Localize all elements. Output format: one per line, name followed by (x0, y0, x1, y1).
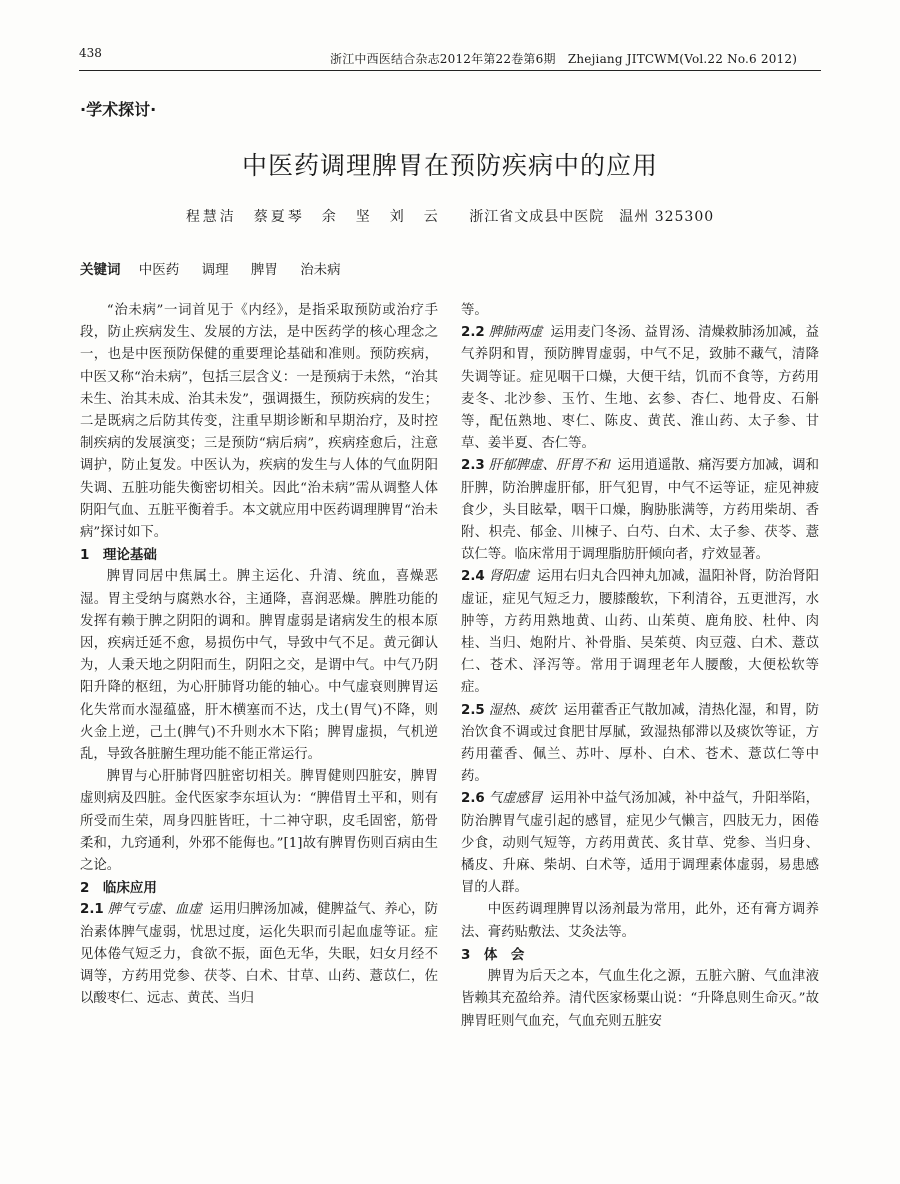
subsection-number: 2.2 (461, 325, 485, 341)
intro-paragraph: “治未病”一词首见于《内经》，是指采取预防或治疗手段，防止疾病发生、发展的方法，是中医药学的核心理念之一，也是中医预防保健的重要理论基础和准则。预防疾病，中医又称“治未病”，包括三层含义：一是预病于未然，“治其未生、治其未成、治其未发”，强调摄生，预防疾病的发生；二是既病之后防其传变，注重早期诊断和早期治疗，及时控制疾病的发展演变；三是预防“病后病”，疾病痊愈后，注意调护，防止复发。中医认为，疾病的发生与人体的气血阴阳失调、五脏功能失衡密切相关。因此“治未病”需从调整人体阴阳气血、五脏平衡着手。本文就应用中医药调理脾胃“治未病”探讨如下。 (80, 303, 438, 541)
subsection-title: 脾气亏虚、血虚 (107, 902, 202, 918)
subsection-number: 2.6 (461, 791, 485, 807)
subsection-2-4 (461, 566, 819, 699)
subsection-title: 气虚感冒 (488, 791, 543, 807)
keyword-item: 脾胃 (250, 262, 278, 278)
subsection-number: 2.3 (461, 458, 485, 474)
subsection-2-1 (80, 899, 438, 1010)
author-names: 程慧洁 蔡夏琴 余 坚 刘 云 (185, 209, 441, 225)
subsection-text: 运用藿香正气散加减，清热化湿，和胃，防治饮食不调或过食肥甘厚腻，致湿热郁滞以及痰饮等证，方药用藿香、佩兰、苏叶、厚朴、白术、苍术、薏苡仁等中药。 (461, 702, 820, 785)
section-tag: ·学术探讨· (80, 100, 157, 119)
section-heading-2: 2 临床应用 (80, 880, 157, 897)
author-affiliation: 浙江省文成县中医院 温州 325300 (469, 209, 715, 225)
continued-text: 等。 (461, 303, 488, 318)
section-heading-3: 3 体 会 (461, 946, 525, 963)
keywords (80, 258, 359, 278)
subsection-text: 运用补中益气汤加减，补中益气，升阳举陷，防治脾胃气虚引起的感冒，症见少气懒言，四肢无力，困倦少食，动则气短等，方药用黄芪、炙甘草、党参、当归身、橘皮、升麻、柴胡、白术等，适用于调理素体虚弱，易患感冒的人群。 (461, 791, 820, 896)
subsection-number: 2.1 (80, 902, 104, 918)
subsection-2-2 (461, 322, 819, 455)
header-rule (79, 70, 821, 71)
right-column (461, 300, 819, 1033)
subsection-text: 运用逍遥散、痛泻要方加减，调和肝脾，防治脾虚肝郁，肝气犯胃，中气不运等证，症见神疲食少，头目眩晕，咽干口燥，胸胁胀满等，方药用柴胡、香附、枳壳、郁金、川楝子、白芍、白术、太子参、茯苓、薏苡仁等。临床常用于调理脂肪肝倾向者，疗效显著。 (461, 458, 820, 563)
author-line (0, 206, 900, 226)
page-number: 438 (79, 46, 102, 60)
section-heading-1: 1 理论基础 (80, 547, 157, 564)
keywords-label: 关键词 (80, 262, 121, 278)
subsection-title: 脾肺两虚 (488, 325, 543, 341)
keyword-item: 治未病 (300, 262, 341, 278)
body-paragraph: 脾胃为后天之本，气血生化之源，五脏六腑、气血津液皆赖其充盈给养。清代医家杨粟山说：“升降息则生命灭。”故脾胃旺则气血充，气血充则五脏安 (461, 969, 819, 1029)
subsection-2-5 (461, 700, 819, 789)
body-paragraph: 中医药调理脾胃以汤剂最为常用，此外，还有膏方调养法、膏药贴敷法、艾灸法等。 (461, 902, 819, 940)
running-header: 浙江中西医结合杂志2012年第22卷第6期 Zhejiang JITCWM(Vol.22 No.6 2012) (330, 52, 798, 66)
subsection-2-6 (461, 788, 819, 899)
subsection-2-3 (461, 455, 819, 566)
subsection-title: 肝郁脾虚、肝胃不和 (488, 458, 610, 474)
subsection-number: 2.4 (461, 569, 485, 585)
subsection-text: 运用归脾汤加减，健脾益气、养心，防治素体脾气虚弱，忧思过度，运化失职而引起血虚等证。症见体倦气短乏力，食欲不振，面色无华，失眠，妇女月经不调等，方药用党参、茯苓、白术、甘草、山药、薏苡仁，佐以酸枣仁、远志、黄芪、当归 (80, 902, 438, 1007)
keyword-item: 调理 (201, 262, 229, 278)
keyword-item: 中医药 (138, 262, 180, 278)
subsection-title: 湿热、痰饮 (488, 702, 556, 718)
body-paragraph: 脾胃同居中焦属土。脾主运化、升清、统血，喜燥恶湿。胃主受纳与腐熟水谷，主通降，喜润恶燥。脾胜功能的发挥有赖于脾之阴阳的调和。脾胃虚弱是诸病发生的根本原因，疾病迁延不愈，易损伤中气，导致中气不足。黄元御认为，人秉天地之阴阳而生，阴阳之交，是谓中气。中气乃阴阳升降的枢纽，为心肝肺肾功能的轴心。中气虚衰则脾胃运化失常而水湿蕴盛，肝木横塞而不达，戊土(胃气)不降，则火金上逆，己土(脾气)不升则水木下陷；脾胃虚损，气机逆乱，导致各脏腑生理功能不能正常运行。 (80, 569, 438, 763)
subsection-number: 2.5 (461, 702, 485, 718)
body-paragraph: 脾胃与心肝肺肾四脏密切相关。脾胃健则四脏安，脾胃虚则病及四脏。金代医家李东垣认为：“脾借胃土平和，则有所受而生荣，周身四脏皆旺，十二神守职，皮毛固密，筋骨柔和，九窍通利，外邪不能侮也。”[1]故有脾胃伤则百病由生之论。 (80, 769, 438, 874)
subsection-title: 肾阳虚 (488, 569, 530, 585)
article-title: 中医药调理脾胃在预防疾病中的应用 (241, 151, 658, 180)
subsection-text: 运用右归丸合四神丸加减，温阳补肾，防治肾阳虚证，症见气短乏力，腰膝酸软，下利清谷，五更泄泻，水肿等，方药用熟地黄、山药、山茱萸、鹿角胶、杜仲、肉桂、当归、炮附片、补骨脂、吴茱萸、肉豆蔻、白术、薏苡仁、苍术、泽泻等。常用于调理老年人腰酸，大便松软等症。 (461, 569, 820, 696)
subsection-text: 运用麦门冬汤、益胃汤、清燥救肺汤加减，益气养阴和胃，预防脾胃虚弱，中气不足，致肺不藏气，清降失调等证。症见咽干口燥，大便干结，饥而不食等，方药用麦冬、北沙参、玉竹、生地、玄参、杏仁、地骨皮、石斛等，配伍熟地、枣仁、陈皮、黄芪、淮山药、太子参、甘草、姜半夏、杏仁等。 (461, 325, 820, 452)
left-column (80, 300, 438, 1011)
